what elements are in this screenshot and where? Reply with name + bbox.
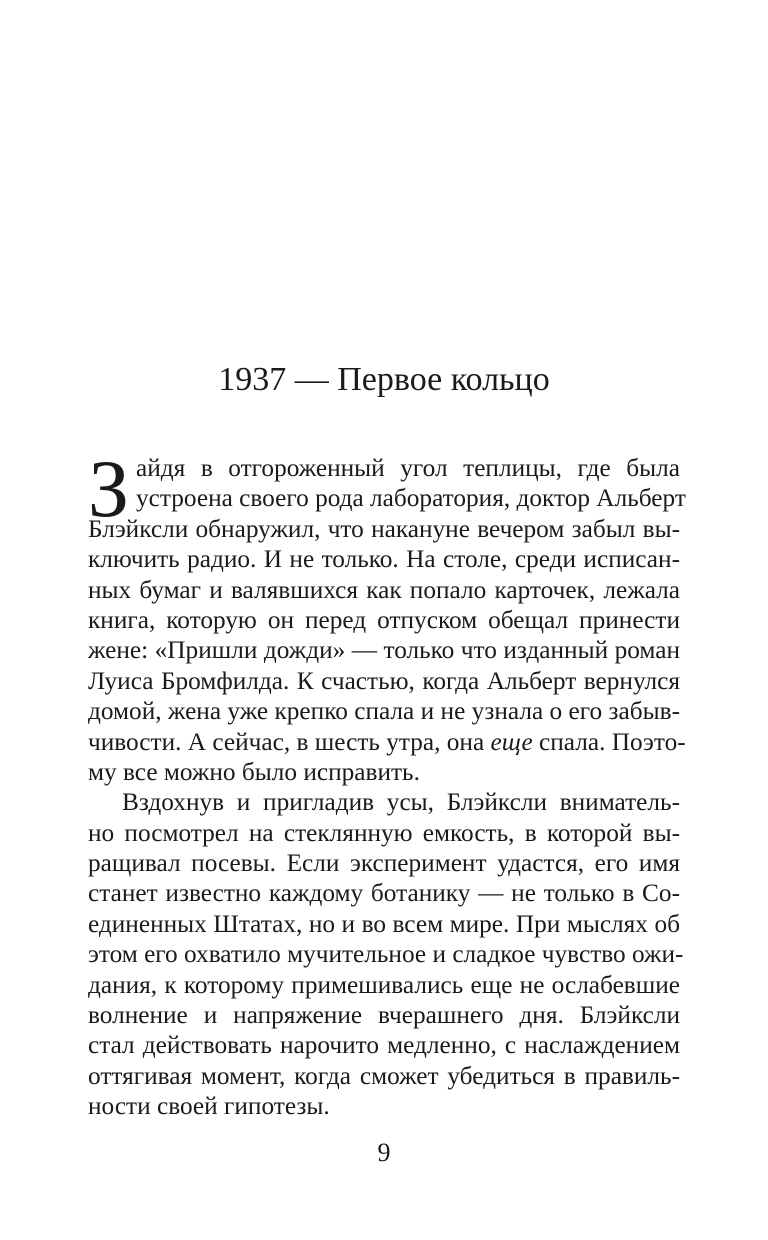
text-line: ключить радио. И не только. На столе, среди исписан- xyxy=(88,545,680,574)
text-line: волнение и напряжение вчерашнего дня. Блэйксли xyxy=(88,1001,680,1030)
text-line: Вздохнув и пригладив усы, Блэйксли вниматель- xyxy=(122,788,680,817)
emphasis: еще xyxy=(490,727,533,756)
text-line: оттягивая момент, когда сможет убедиться в правиль- xyxy=(88,1061,680,1090)
chapter-title: 1937 — Первое кольцо xyxy=(218,361,550,398)
text-line: ных бумаг и валявшихся как попало карточек, лежала xyxy=(88,575,680,604)
text-line: ращивал посевы. Если эксперимент удастся, его имя xyxy=(88,849,680,878)
text-line: дания, к которому примешивались еще не ослабевшие xyxy=(88,970,680,999)
text-line: ности своей гипотезы. xyxy=(88,1092,330,1121)
text-line: Луиса Бромфилда. К счастью, когда Альберт вернулся xyxy=(88,666,680,695)
body-text xyxy=(88,453,686,1122)
text-line: единенных Штатах, но и во всем мире. При мыслях об xyxy=(88,909,680,938)
text-line: жене: «Пришли дожди» — только что изданный роман xyxy=(88,636,680,665)
text-line: Блэйксли обнаружил, что накануне вечером забыл вы- xyxy=(88,514,680,543)
paragraph-2 xyxy=(88,787,684,1121)
page-number: 9 xyxy=(377,1138,391,1167)
text-line: книга, которую он перед отпуском обещал принести xyxy=(88,605,680,634)
text-line: домой, жена уже крепко спала и не узнала о его забыв- xyxy=(88,697,680,726)
text-line: станет известно каждому ботанику — не только в Со- xyxy=(88,879,680,908)
text-line: му все можно было исправить. xyxy=(88,757,420,786)
text-line: устроена своего рода лаборатория, доктор Альберт xyxy=(136,484,686,513)
text-line: чивости. А сейчас, в шесть утра, она еще спала. Поэто- xyxy=(88,727,686,756)
text-line: стал действовать нарочито медленно, с наслаждением xyxy=(88,1031,680,1060)
text-line: этом его охватило мучительное и сладкое чувство ожи- xyxy=(88,940,684,969)
text-line: но посмотрел на стеклянную емкость, в которой вы- xyxy=(88,818,680,847)
text-line: айдя в отгороженный угол теплицы, где была xyxy=(136,454,680,482)
drop-cap: З xyxy=(88,443,130,534)
paragraph-1 xyxy=(88,453,686,787)
